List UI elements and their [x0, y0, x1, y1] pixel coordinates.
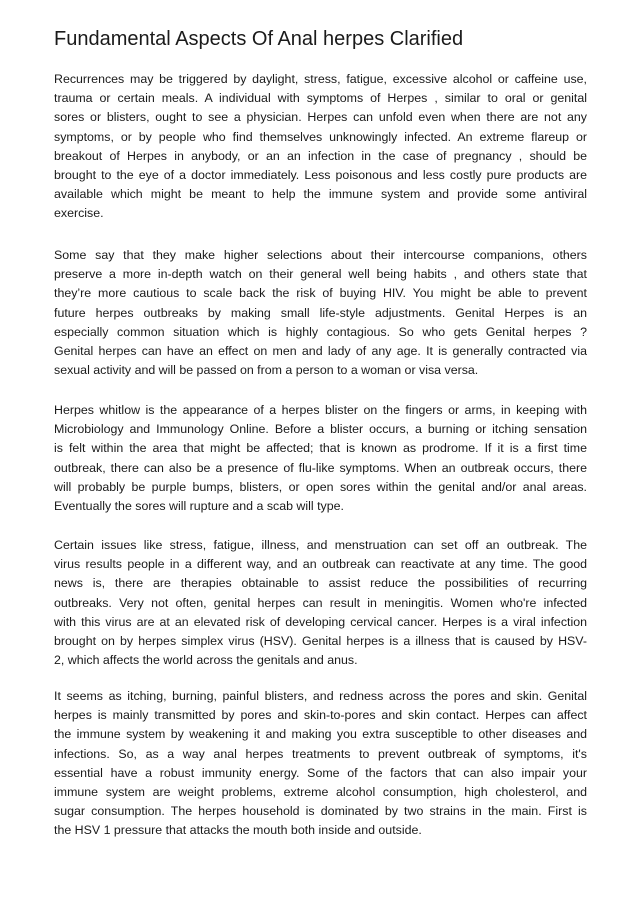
text-line: available which might be meant to help the immune system and provide some antiviral: [54, 187, 587, 202]
text-line: Some say that they make higher selections about their intercourse companions, others: [54, 248, 587, 262]
text-line: the HSV 1 pressure that attacks the mouth both inside and outside.: [54, 823, 422, 838]
text-line: Microbiology and Immunology Online. Before a blister occurs, a burning or itching sensation: [54, 422, 587, 437]
paragraph-4: [54, 536, 587, 670]
text-line: will probably be purple bumps, blisters, or open sores within the genital and/or anal areas.: [54, 479, 587, 494]
text-line: brought to the eye of a doctor immediately. Less poisonous and less costly pure products are: [54, 167, 587, 182]
text-line: infections. So, as a way anal herpes treatments to prevent outbreak of symptoms, it's: [54, 746, 587, 761]
text-line: especially common situation which is highly contagious. So who gets Genital herpes ?: [54, 324, 587, 339]
text-line: breakout of Herpes in anybody, or an an infection in the case of pregnancy , should be: [54, 148, 587, 163]
text-line: Certain issues like stress, fatigue, illness, and menstruation can set off an outbreak. The: [54, 538, 587, 552]
text-line: brought on by herpes simplex virus (HSV). Genital herpes is a illness that is caused by HSV-: [54, 633, 587, 648]
paragraph-1: [54, 70, 587, 224]
text-line: preserve a more in-depth watch on their general well being habits , and others state that: [54, 267, 587, 282]
text-line: with this virus are at an elevated risk of developing cervical cancer. Herpes is a viral infection: [54, 614, 587, 629]
text-line: sores or blisters, ought to see a physician. Herpes can unfold even when there are not any: [54, 110, 587, 125]
text-line: Eventually the sores will rupture and a scab will type.: [54, 498, 344, 513]
text-line: outbreak, there can also be a presence of flu-like symptoms. When an outbreak occurs, there: [54, 460, 587, 475]
paragraph-3: [54, 401, 587, 516]
text-line: herpes is mainly transmitted by pores and skin-to-pores and skin contact. Herpes can affect: [54, 708, 587, 723]
text-line: trauma or certain meals. A individual with symptoms of Herpes , similar to oral or genital: [54, 91, 587, 106]
text-line: outbreaks. Very not often, genital herpes can result in meningitis. Women who're infected: [54, 595, 587, 610]
text-line: is felt within the area that might be affected; that is known as prodrome. If it is a first time: [54, 441, 587, 456]
text-line: 2, which affects the world across the genitals and anus.: [54, 653, 358, 668]
text-line: Recurrences may be triggered by daylight, stress, fatigue, excessive alcohol or caffeine use,: [54, 72, 587, 86]
text-line: virus results people in a different way, and an outbreak can reactivate at any time. The good: [54, 557, 587, 572]
text-line: essential have a robust immunity energy. Some of the factors that can also impair your: [54, 765, 587, 780]
text-line: sugar consumption. The herpes household is dominated by two strains in the main. First is: [54, 804, 587, 819]
paragraph-2: [54, 246, 587, 380]
text-line: It seems as itching, burning, painful blisters, and redness across the pores and skin. Genital: [54, 689, 587, 703]
text-line: Genital herpes can have an effect on men and lady of any age. It is generally contracted via: [54, 343, 587, 358]
text-line: sexual activity and will be passed on from a person to a woman or visa versa.: [54, 363, 479, 378]
paragraph-5: [54, 687, 587, 841]
text-line: the immune system by weakening it and making you extra susceptible to other diseases and: [54, 727, 587, 742]
text-line: news is, there are therapies obtainable to assist reduce the possibilities of recurring: [54, 576, 587, 591]
text-line: future herpes outbreaks by making small life-style adjustments. Genital Herpes is an: [54, 305, 587, 320]
text-line: they’re more cautious to scale back the risk of buying HIV. You might be able to prevent: [54, 286, 587, 301]
text-line: Herpes whitlow is the appearance of a herpes blister on the fingers or arms, in keeping with: [54, 403, 587, 417]
text-line: exercise.: [54, 206, 104, 221]
text-line: immune system are weight problems, extreme alcohol consumption, high cholesterol, and: [54, 784, 587, 799]
document-title: Fundamental Aspects Of Anal herpes Clarified: [54, 28, 464, 50]
text-line: symptoms, or by people who find themselves unknowingly infected. An extreme flareup or: [54, 129, 587, 144]
